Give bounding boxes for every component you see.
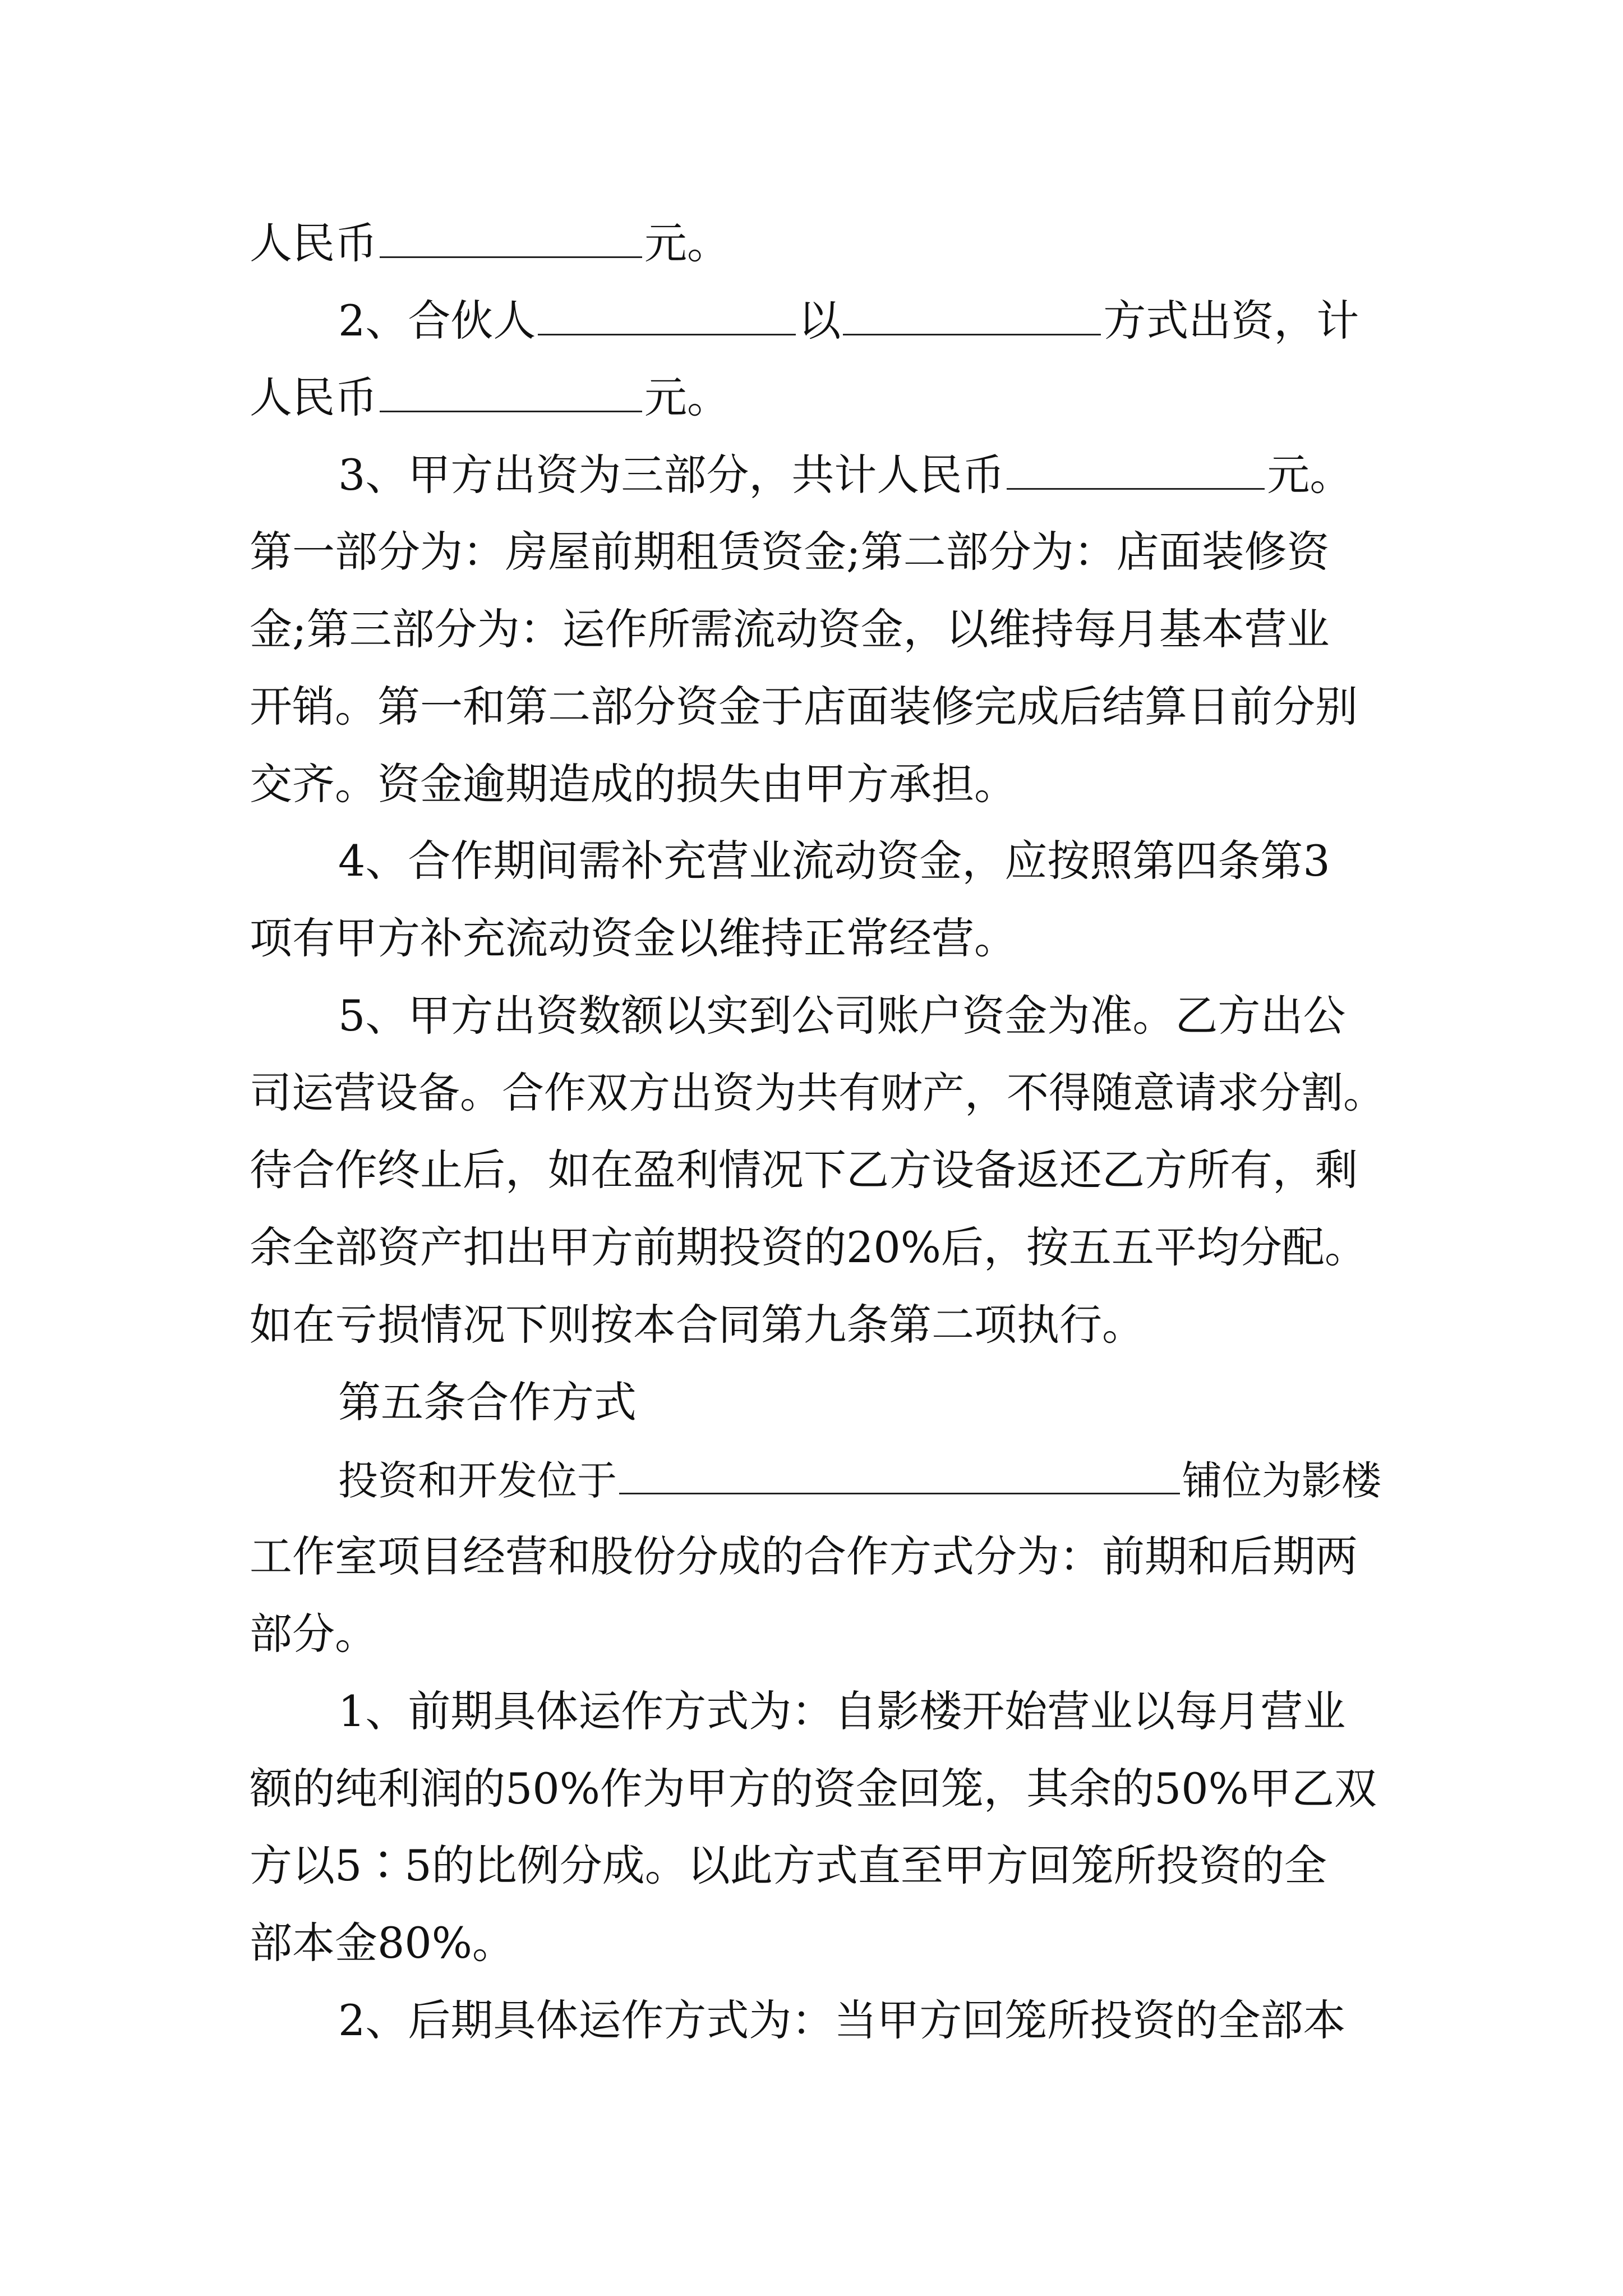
text-segment: 2、合伙人 xyxy=(338,296,536,346)
text-line: 1、前期具体运作方式为：自影楼开始营业以每月营业 xyxy=(338,1686,1346,1736)
text-segment: 以 xyxy=(798,296,841,346)
blank-field xyxy=(538,299,796,335)
text-line: 第一部分为：房屋前期租赁资金;第二部分为：店面装修资 xyxy=(250,527,1330,577)
text-segment: 人民币 xyxy=(250,218,377,268)
section-heading: 第五条合作方式 xyxy=(338,1377,637,1427)
text-line: 余全部资产扣出甲方前期投资的20%后，按五五平均分配。 xyxy=(250,1222,1367,1272)
blank-field xyxy=(843,299,1101,335)
text-line: 如在亏损情况下则按本合同第九条第二项执行。 xyxy=(250,1300,1145,1350)
text-segment: 投资和开发位于 xyxy=(338,1457,617,1504)
text-line: 4、合作期间需补充营业流动资金，应按照第四条第3 xyxy=(338,836,1330,886)
text-line xyxy=(338,296,1359,346)
text-line xyxy=(338,450,1353,500)
text-line: 部分。 xyxy=(250,1609,377,1659)
text-line xyxy=(250,218,730,268)
text-line: 2、后期具体运作方式为：当甲方回笼所投资的全部本 xyxy=(338,1995,1346,2045)
text-line: 待合作终止后，如在盈利情况下乙方设备返还乙方所有，剩 xyxy=(250,1145,1358,1195)
text-line: 额的纯利润的50%作为甲方的资金回笼，其余的50%甲乙双 xyxy=(250,1764,1377,1814)
text-line: 交齐。资金逾期造成的损失由甲方承担。 xyxy=(250,759,1017,809)
text-segment: 元。 xyxy=(644,218,730,268)
text-segment: 元。 xyxy=(1267,450,1353,500)
text-line: 项有甲方补充流动资金以维持正常经营。 xyxy=(250,913,1017,963)
text-line: 工作室项目经营和股份分成的合作方式分为：前期和后期两 xyxy=(250,1531,1358,1581)
text-line xyxy=(250,372,730,422)
text-segment: 元。 xyxy=(644,372,730,422)
text-line: 开销。第一和第二部分资金于店面装修完成后结算日前分别 xyxy=(250,682,1358,731)
text-segment: 人民币 xyxy=(250,372,377,422)
text-segment: 方式出资，计 xyxy=(1103,296,1359,346)
text-segment: 铺位为影楼 xyxy=(1182,1457,1382,1504)
text-line: 部本金80%。 xyxy=(250,1918,515,1968)
blank-field xyxy=(619,1458,1180,1494)
blank-field xyxy=(380,376,642,412)
text-line xyxy=(338,1457,1382,1504)
blank-field xyxy=(380,222,642,258)
text-line: 方以5∶5的比例分成。以此方式直至甲方回笼所投资的全 xyxy=(250,1841,1327,1890)
text-line: 司运营设备。合作双方出资为共有财产，不得随意请求分割。 xyxy=(250,1068,1386,1117)
text-line: 5、甲方出资数额以实到公司账户资金为准。乙方出公 xyxy=(338,991,1346,1041)
text-line: 金;第三部分为：运作所需流动资金，以维持每月基本营业 xyxy=(250,604,1330,654)
blank-field xyxy=(1007,453,1265,490)
text-segment: 3、甲方出资为三部分，共计人民币 xyxy=(338,450,1005,500)
